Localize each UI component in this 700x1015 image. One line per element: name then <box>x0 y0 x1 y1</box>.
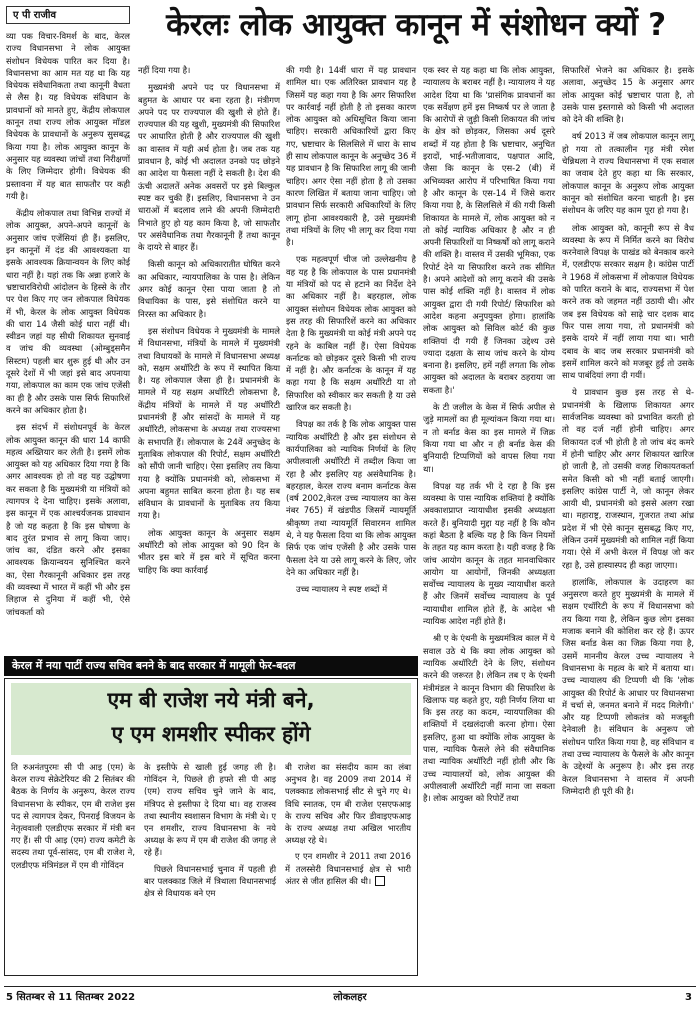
sidebar-banner: केरल में नया पार्टी राज्य सचिव बनने के बाद सरकार में मामूली फेर-बदल <box>4 656 418 676</box>
article-paragraph: के टी जलील के केस में सिर्फ अपील से जुड़े मामलों का ही मूल्यांकन किया गया था। न तो बर्नाड केस का इस मामले में जिक्र किया गया था और न ही बर्नाड केस की बुनियादी टिप्पणियों को वापस लिया गया था। <box>423 402 555 474</box>
sidebar-paragraph: के इस्तीफे से खाली हुई जगह ली है। गोविंदन ने, पिछले ही हफ्ते सी पी आइ (एम) राज्य सचिव चुने जाने के बाद, मंत्रिपद से इस्तीफा दे दिया था। वह राजस्व तथा स्थानीय स्वशासन विभाग के मंत्री थे। ए एन शमशीर, राज्य विधानसभा के नये अध्यक्ष के रूप में एम बी राजेश की जगह ले रहे हैं। <box>144 762 276 858</box>
article-paragraph: ये प्रावधान कुछ इस तरह से थे- प्रधानमंत्री के खिलाफ शिकायत अगर सार्वजनिक व्यवस्था को प्रभावित करती हो तो वह दर्ज नहीं होनी चाहिए। अगर शिकायत दर्ज भी होती है तो जांच बंद कमरे में होनी चाहिए और अगर शिकायत खारिज हो जाती है, तो उसकी वजह शिकायतकर्ता समेत किसी को भी नहीं बताई जाएगी। इसलिए कांग्रेस पार्टी ने, जो कानून लेकर आयी थी, प्रधानमंत्री को इससे अलग रखा था। महाराष्ट्र, राजस्थान, गुजरात तथा आंध्र प्रदेश में भी ऐसे कानून सुसबद्ध किए गए, लेकिन उनमें मुख्यमंत्री को शामिल नहीं किया गया। ऐसे में अभी केरल में विपक्ष जो कर रहा है, उसे हास्यास्पद ही कहा जाएगा। <box>562 387 694 570</box>
sidebar-headline-line-2: ए एम शमशीर स्पीकर होंगे <box>111 722 311 746</box>
article-paragraph: उच्च न्यायालय ने स्पष्ट शब्दों में <box>296 584 388 595</box>
article-column-2 <box>138 64 280 652</box>
footer-paper-name: लोकलहर <box>333 992 367 1003</box>
article-paragraph: लोक आयुक्त कानून के अनुसार सक्षम अथॉरिटी को लोक आयुक्त को 90 दिन के भीतर इस बारे में इस बारे में सूचित करना चाहिए कि क्या कार्रवाई <box>138 527 280 575</box>
article-paragraph <box>6 30 130 202</box>
footer-date: 5 सितम्बर से 11 सितम्बर 2022 <box>6 992 136 1003</box>
article-paragraph: इस संशोधन विधेयक ने मुख्यमंत्री के मामले में विधानसभा, मंत्रियों के मामले में मुख्यमंत्री तथा विधायकों के मामले में विधानसभा अध्यक्ष को, सक्षम अथॉरिटी के रूप में स्थापित किया है। यह लोकपाल जैसा ही है। प्रधानमंत्री के मामले में यह सक्षम अथॉरिटी लोकसभा है, केंद्रीय मंत्रियों के मामले में यह अथॉरिटी प्रधानमंत्री हैं और सांसदों के मामले में यह अथॉरिटी, लोकसभा के अध्यक्ष तथा राज्यसभा के सभापति हैं। लोकपाल के 24वें अनुच्छेद के मुताबिक लोकपाल की रिपोर्ट, सक्षम अथॉरिटी को सौंपी जानी चाहिए। ऐसा इसलिए तय किया गया है क्योंकि प्रधानमंत्री को, लोकसभा में अपना बहुमत साबित करना होता है। यह सब संविधान के प्रावधानों के मुताबिक तय किया गया है। <box>138 325 280 521</box>
article-paragraph: श्री ए के एंथनी के मुख्यमंत्रित्व काल में ये सवाल उठे थे कि क्या लोक आयुक्त को न्यायिक अथॉरिटी देने के लिए, संशोधन करने की जरूरत है। लेकिन तब ए के एंथनी मंत्रीमंडल ने कानून विभाग की सिफारिश के खिलाफ यह कहते हुए, यही निर्णय लिया था कि इस तरह का कदम, न्यायपालिका की शक्तियों में दखलंदाजी करना होगा। ऐसा इसलिए, हुआ था क्योंकि लोक आयुक्त के पास, न्यायिक फैसले लेने की संवैधानिक तथा न्यायिक अथॉरिटी नहीं होती और कि उच्च न्यायालयों को, लोक आयुक्त की अपीलवाली अथॉरिटी नहीं माना जा सकता है। लोक आयुक्त को रिपोर्टें तथा <box>423 633 555 804</box>
article-paragraph: विपक्ष का तर्क है कि लोक आयुक्त पास न्यायिक अथॉरिटी है और इस संशोधन से कार्यपालिका को न्यायिक निर्णयों के लिए अपीलवाली अथॉरिटी में तब्दील किया जा रहा है और इसलिए यह असंवैधानिक है। बहरहाल, केरल राज्य बनाम कर्नाटक केस (वर्ष 2002,केरल उच्च न्यायालय का केस नंबर 765) में खंडपीठ जिसमें न्यायमूर्ति श्रीकृष्ण तथा न्यायमूर्ति सिवारमन शामिल थे, ने यह फैसला दिया था कि लोक आयुक्त सिर्फ एक जांच एजेंसी है और उसके पास फैसला देने या उसे लागू करने के लिए, जोर देने का अधिकार नहीं है। <box>286 419 416 577</box>
sidebar-paragraph: ति रुअनंतपुरमः सी पी आइ (एम) के केरल राज्य सेक्रेटेरियट की 2 सितंबर की बैठक के निर्णय के अनुरूप, केरल राज्य विधानसभा के स्पीकर, एम बी राजेश इस पद से त्यागपत्र देकर, पिनराई विजयन के नेतृत्ववाली एलडीएफ सरकार में मंत्री बन गए हैं। सी पी आइ (एम) राज्य कमेटी के सदस्य तथा पूर्व-सांसद, एम बी राजेश ने, एलडीएफ मंत्रिमंडल में एम वी गोविंदन <box>11 762 135 870</box>
sidebar-paragraph: बी राजेश का संसदीय काम का लंबा अनुभव है। वह 2009 तथा 2014 में पलक्काड लोकसभाई सीट से चुने गए थे। विधि स्नातक, एम बी राजेश एसएफआइ के राज्य सचिव और फिर डीवाइएफआइ के राज्य अध्यक्ष तथा अखिल भारतीय अध्यक्ष रहे थे। <box>285 762 411 846</box>
article-paragraph: सिफारिशें भेजने का अधिकार है। इसके अलावा, अनुच्छेद 15 के अनुसार अगर लोक आयुक्त कोई भ्रष्टाचार पाता है, तो उसके पास इस्तगासे को किसी भी अदालत को देने की शक्ति है। <box>562 65 694 125</box>
sidebar-column-2 <box>144 761 276 971</box>
end-mark-icon <box>375 876 385 886</box>
article-column-1 <box>6 30 130 652</box>
article-paragraph: इस संदर्भ में संशोधनपूर्व के केरल लोक आयुक्त कानून की धारा 14 काफी महत्व अख्तियार कर लेती है। इसमें लोक आयुक्त को यह अधिकार दिया गया है कि अगर आवश्यक हो तो वह यह उद्घोषणा कर सकता है कि मुख्यमंत्री या मंत्रियों को त्यागपत्र दे देना चाहिए। इसके अलावा, इस कानून में एक आश्चर्यजनक प्रावधान है जो यह कहता है कि इस घोषणा के बाद तुरंत प्रभाव से लागू किया जाए। जांच का, दंडित करने और इसका आवश्यक क्रियान्वयन सुनिश्चित करने का, ऐसा गैरकानूनी अधिकार इस तरह की व्यवस्था में भारत में कहीं भी और इस लिहाज से दुनिया में कहीं भी, ऐसे जांचकर्ता को <box>6 422 130 617</box>
article-column-5 <box>562 64 694 1012</box>
page-footer <box>4 986 696 1009</box>
sidebar-column-3 <box>285 761 411 971</box>
article-paragraph: लोक आयुक्त को, कानूनी रूप से वैध व्यवस्था के रूप में निर्मित करने का विरोध करनेवाले विपक्ष के पाखंड को बेनकाब करने में, एलडीएफ सरकार सक्षम है। कांग्रेस पार्टी ने 1968 में लोकसभा में लोकपाल विधेयक को पारित कराने के बाद, राज्यसभा में पेश करने तक को जहमत नहीं उठायी थी। और जब इस विधेयक को साढ़े चार दशक बाद फिर पास लाया गया, तो प्रधानमंत्री को इसके दायरे में नहीं लाया गया था। भारी दबाव के बाद जब सरकार प्रधानमंत्री को इसमें शामिल करने को मजबूर हुई तो उसके साथ पाबंदियां लगा दी गयीं। <box>562 222 694 381</box>
article-paragraph: विपक्ष यह तर्क भी दे रहा है कि इस व्यवस्था के पास न्यायिक शक्तियां है क्योंकि अवकाशप्राप्त न्यायाधीश इसकी अध्यक्षता करते हैं। बुनियादी मुद्दा यह नहीं है कि कौन कहां बैठता है बल्कि यह है कि किन नियमों के तहत यह काम करता है। यही वजह है कि जांच आयोग कानून के तहत मानवाधिकार आयोग या आयोगों, जिनकी अध्यक्षता सर्वोच्च न्यायालय के मुख्य न्यायाधीश करते हैं और जिनमें सर्वोच्च न्यायालय के पूर्व न्यायाधीश शामिल होते हैं, के आदेश भी न्यायिक आदेश नहीं होते हैं। <box>423 480 555 627</box>
article-paragraph: वर्ष 2013 में जब लोकपाल कानून लागू हो गया तो तत्कालीन गृह मंत्री रमेश चेन्निथला ने राज्य विधानसभा में एक सवाल का जवाब देते हुए कहा था कि सरकार, लोकपाल कानून के अनुरूप लोक आयुक्त कानून को संशोधित करना चाहती है। इस संशोधन के जरिए यह काम पूरा हो गया है। <box>562 131 694 216</box>
page-headline: केरलः लोक आयुक्त कानून में संशोधन क्यों ? <box>166 7 666 43</box>
article-paragraph: हालांकि, लोकपाल के उदाहरण का अनुसरण करते हुए मुख्यमंत्री के मामले में सक्षम एथॉरिटी के रूप में विधानसभा को तय किया गया है, लेकिन कुछ लोग इसका मजाक बनाने की कोशिश कर रहे हैं। ऊपर जिस बर्नाड केस का जिक्र किया गया है, उसमें माननीय केरल उच्च न्यायालय ने विधानसभा के महत्व के बारे में बताया था। उच्च न्यायालय की टिप्पणी थी कि 'लोक आयुक्त की रिपोर्ट के आधार पर विधानसभा में चर्चा से, जनमत बनाने में मदद मिलेगी।' और यह टिप्पणी लोकतंत्र को मजबूती देनेवाली है। संविधान के अनुरूप जो संशोधन पारित किया गया है, वह संविधान व तथा उच्च न्यायालय के फैसले के और कानून के उद्देश्यों के अनुरूप है। और इस तरह केरल विधानसभा ने वास्तव में अपनी जिम्मेदारी ही पूरी की है। <box>562 576 694 796</box>
sidebar-paragraph: पिछले विधानसभाई चुनाव में पहली ही बार पलक्काड जिले में त्रिथाला विधानसभाई क्षेत्र से विधायक बने एम <box>144 863 276 899</box>
sidebar-column-1 <box>11 761 135 971</box>
article-paragraph: केंद्रीय लोकपाल तथा विभिन्न राज्यों में लोक आयुक्त, अपने-अपने कानूनों के अनुसार जांच एजेंसियां ही हैं। इसलिए, इन कानूनों में दंड की आवश्यकता या इसके आवश्यक क्रियान्वयन के लिए कोई धारा नहीं है। यहां तक कि अन्ना हजारे के भ्रष्टाचारविरोधी आंदोलन के हिस्से के तौर पर पेश किए गए जन लोकपाल विधेयक में भी, केरल के लोक आयुक्त विधेयक की धारा 14 जैसी कोई धारा नहीं थी। स्वीडन जहां यह सीधी शिकायत सुनवाई व जांच की व्यवस्था (ओम्बुड्समैन सिस्टम) पहली बार शुरू हुई थी और उन दूसरे देशों में भी जहां इसे बाद अपनाया गया, लोकपाल का काम एक जांच एजेंसी का ही है और उसके पास सिर्फ सिफारिशें करने का अधिकार होता है। <box>6 208 130 415</box>
sidebar-final-text: ए एन शमशीर ने 2011 तथा 2016 में तलस्सेरी विधानसभाई क्षेत्र से भारी अंतर से जीत हासिल की थी। <box>285 851 411 886</box>
article-paragraph: की गयी है। 14वीं धारा में यह प्रावधान शामिल था। एक अतिरिक्त प्रावधान यह है जिसमें यह कहा गया है कि अगर सिफारिश पर कार्रवाई नहीं होती है तो इसका कारण लोक आयुक्त को अधिसूचित किया जाना चाहिए। सरकारी अधिकारियों द्वारा किए गए, भ्रष्टाचार के सिलसिले में धारा के साथ ही साथ लोकपाल कानून के अनुच्छेद 36 में यह प्रावधान है कि सिफारिश लागू की जानी चाहिए। अगर ऐसा नहीं होता है तो उसका कारण लिखित में बताया जाना चाहिए। जो प्रावधान सिर्फ सरकारी अधिकारियों के लिए लागू होना आवश्यकारी है, उसे मुख्यमंत्री तथा मंत्रियों के लिए भी लागू कर दिया गया है। <box>286 65 416 248</box>
article-paragraph: किसी कानून को अधिकारातीत घोषित करने का अधिकार, न्यायपालिका के पास है। लेकिन अगर कोई कानून ऐसा पाया जाता है तो विधायिका के पास, इसे संशोधित करने या निरस्त का अधिकार है। <box>138 259 280 319</box>
sidebar-headline <box>11 683 411 755</box>
byline: ए पी राजीव <box>6 6 130 24</box>
article-column-3 <box>286 64 416 652</box>
footer-page-number: 3 <box>685 992 692 1003</box>
article-paragraph: एक स्वर से यह कहा था कि लोक आयुक्त, न्यायालय के बराबर नहीं है। न्यायालय ने यह आदेश दिया था कि 'प्रासंगिक प्रावधानों का एक सर्वेक्षण हमें इस निष्कर्ष पर ले जाता है कि आरोपों से जुड़ी किसी शिकायत की जांच के क्षेत्र को छोड़कर, जिसका अर्थ दूसरे शब्दों में यह होता है कि भ्रष्टाचार, अनुचित इरादों, भाई-भतीजावाद, पक्षपात आदि, जैसा कि कानून के एस-2 (बी) में अभिव्यक्त आरोप में परिभाषित किया गया है और कानून के एस-14 में जिसे करार किया गया है, के सिलसिले में की गयी किसी शिकायत के मामले में, लोक आयुक्त को न तो कोई न्यायिक अधिकार है और न ही अपनी सिफारिशों या निष्कर्षों को लागू कराने की शक्ति है। वास्तव में उसकी भूमिका, एक रिपोर्ट देने या सिफारिश करने तक सीमित है। अपने आदेशों को लागू कराने की उसके पास कोई शक्ति नहीं है। वास्तव में लोक आयुक्त द्वारा दी गयी रिपोर्ट/ सिफारिश को आदेश कहना अनुपयुक्त होगा। हालांकि लोक आयुक्त को सिविल कोर्ट की कुछ शक्तियां दी गयी हैं जिनका उद्देश्य उसे ज्यादा दक्षता के साथ जांच करने के योग्य बनाना है। इसलिए, हमें नहीं लगता कि लोक आयुक्त को अदालत के बराबर ठहराया जा सकता है।' <box>423 65 555 395</box>
sidebar-paragraph <box>285 850 411 887</box>
article-paragraph: मुख्यमंत्री अपने पद पर विधानसभा में बहुमत के आधार पर बना रहता है। मंत्रीगण अपने पद पर राज्यपाल की खुशी से होते हैं। राज्यपाल की यह खुशी, मुख्यमंत्री की सिफारिश पर आधारित होती है और राज्यपाल की खुशी का वास्तव में यही अर्थ होता है। जब तक यह प्रावधान है, कोई भी अदालत उनको पद छोड़ने का आदेश या फैसला नहीं दे सकती है। देश की ऊंची अदालतें अनेक अवसरों पर इसे बिल्कुल स्पष्ट कर चुकी हैं। इसलिए, विधानसभा ने उन धाराओं में बदलाव लाने की अपनी जिम्मेदारी निभाते हुए हो यह काम किया है, जो साफतौर पर असंवैधानिक तथा गैरकानूनी हैं तथा कानून के दायरे से बाहर हैं। <box>138 82 281 253</box>
article-paragraph: एक महत्वपूर्ण चीज जो उल्लेखनीय है वह यह है कि लोकपाल के पास प्रधानमंत्री या मंत्रियों को पद से हटाने का निर्देश देने का अधिकार नहीं है। बहरहाल, लोक आयुक्त संशोधन विधेयक लोक आयुक्त को इस तरह की सिफारिशें करने का अधिकार देता है कि मुख्यमंत्री या कोई मंत्री अपने पद रहने के काबिल नहीं हैं। ऐसा विधेयक कर्नाटक को छोड़कर दूसरे किसी भी राज्य में नहीं है। और कर्नाटक के कानून में यह कहा गया है कि सक्षम अथॉरिटी या तो सिफारिश को स्वीकार कर सकती है या उसे खारिज कर सकती है। <box>286 254 416 413</box>
article-lead-text: व्या पक विचार-विमर्श के बाद, केरल राज्य विधानसभा ने लोक आयुक्त संशोधन विधेयक पारित कर दिया है। विधानसभा का आम मत यह था कि यह विधेयक संवैधानिकता तथा कानूनी वैधता से लैस है। यह विधेयक संविधान के प्रावधानों को मानते हुए, केंद्रीय लोकपाल कानून तथा राज्य लोक आयुक्त मॉडल विधेयक के प्रावधानों के अनुरूप सुसबद्ध किया गया है। लोक आयुक्त कानून के अनुसार यह व्यवस्था जांचों तथा निरीक्षणों के लिए जिम्मेदार होगी। विधेयक की प्रस्तावना में यह बात साफतौर पर कही गयी है। <box>6 31 130 201</box>
sidebar-headline-line-1: एम बी राजेश नये मंत्री बने, <box>107 688 315 712</box>
sidebar-story-box <box>4 678 418 976</box>
article-column-4 <box>423 64 555 804</box>
article-paragraph: नहीं दिया गया है। <box>138 65 191 75</box>
